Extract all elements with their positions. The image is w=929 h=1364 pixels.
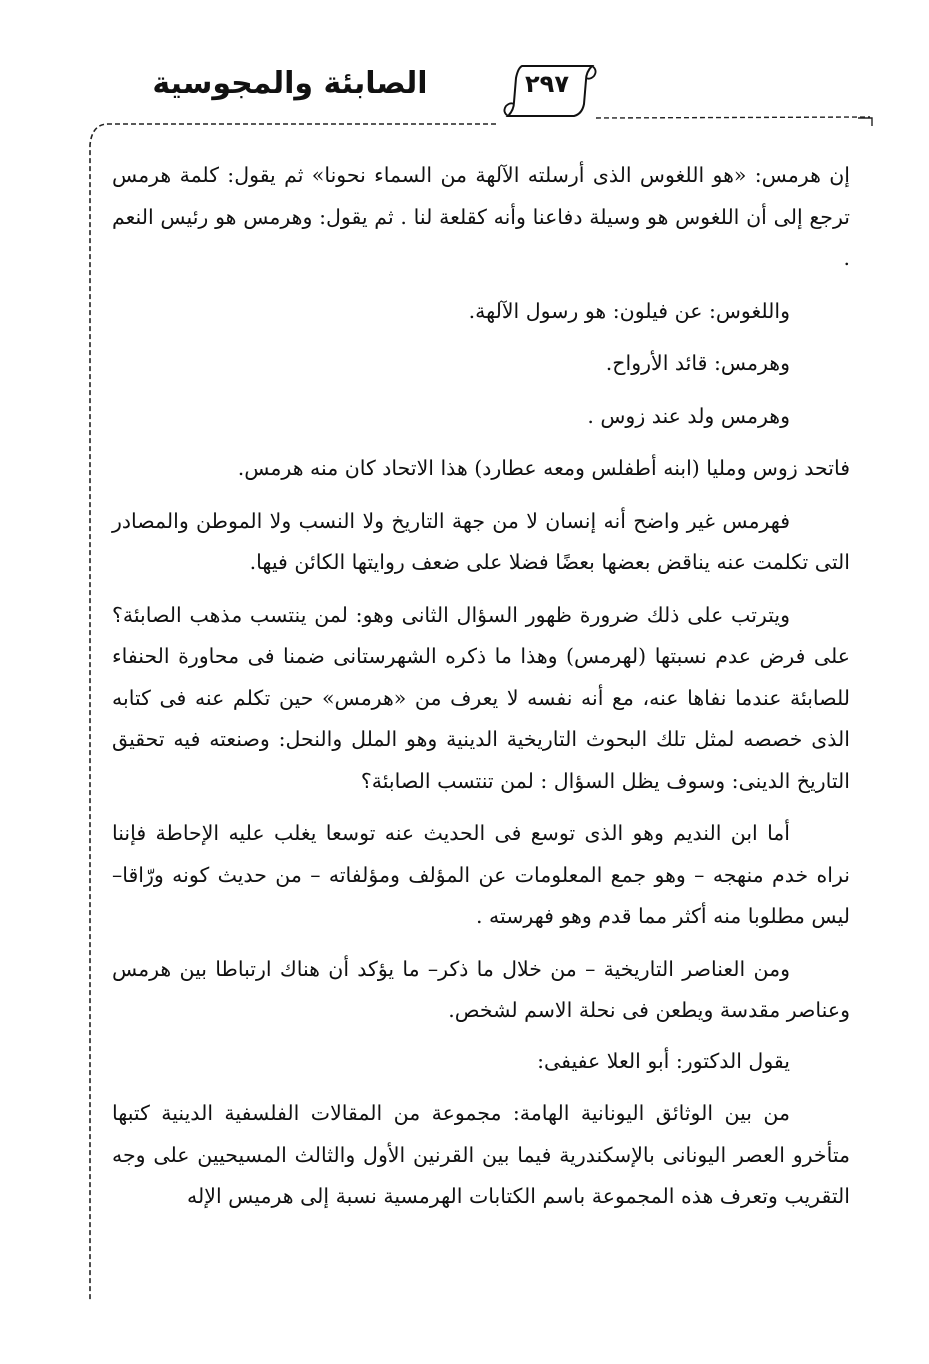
body-text	[112, 155, 850, 1218]
paragraph-ibn-nadim: أما ابن النديم وهو الذى توسع فى الحديث عنه توسعا يغلب عليه الإحاطة فإننا نراه خدم منهجه – وهو جمع المعلومات عن المؤلف ومؤلفاته – من حديث كونه ورّاقا– ليس مطلوبا منه أكثر مما قدم وهو فهرسته .	[112, 821, 850, 928]
page-number: ٢٩٧	[525, 70, 569, 98]
running-title: الصابئة والمجوسية	[152, 66, 428, 101]
paragraph-second-question: ويترتب على ذلك ضرورة ظهور السؤال الثانى وهو: لمن ينتسب مذهب الصابئة؟ على فرض عدم نسبتها (لهرمس) وهذا ما ذكره الشهرستانى ضمنا فى محاورة الحنفاء للصابئة عندما نفاها عنه، مع أنه نفسه لا يعرف من «هرمس» حين تكلم عنه فى كتابه الذى خصصه لمثل تلك البحوث التاريخية الدينية وهو الملل والنحل: وصنعته فيه تحقيق التاريخ الدينى: وسوف يظل السؤال : لمن تنتسب الصابئة؟	[112, 602, 850, 793]
paragraph-logos-philo: واللغوس: عن فيلون: هو رسول الآلهة.	[468, 298, 790, 323]
paragraph-zeus-union: فاتحد زوس ومليا (ابنه أطفلس ومعه عطارد) هذا الاتحاد كان منه هرمس.	[237, 456, 850, 480]
paragraph-hermes-leader: وهرمس: قائد الأرواح.	[605, 351, 790, 375]
paragraph-historical-elements: ومن العناصر التاريخية – من خلال ما ذكر– ما يؤكد أن هناك ارتباطا بين هرمس وعناصر مقدسة ويطعن فى نحلة الاسم لشخص.	[112, 956, 850, 1022]
paragraph-hermes-unclear: فهرمس غير واضح أنه إنسان لا من جهة التاريخ ولا النسب ولا الموطن والمصادر التى تكلمت عنه يناقض بعضها بعضًا فضلا على ضعف روايتها الكائن فيها.	[112, 508, 850, 574]
paragraph-hermes-born: وهرمس ولد عند زوس .	[587, 403, 790, 428]
paragraph-afifi-intro: يقول الدكتور: أبو العلا عفيفى:	[537, 1048, 790, 1073]
paragraph-hermes-logos: إن هرمس: «هو اللغوس الذى أرسلته الآلهة من السماء نحونا» ثم يقول: كلمة هرمس ترجع إلى أن اللغوس هو وسيلة دفاعنا وأنه كقلعة لنا . ثم يقول: وهرمس هو رئيس النعم .	[112, 163, 850, 270]
paragraph-hermetic-writings: من بين الوثائق اليونانية الهامة: مجموعة من المقالات الفلسفية الدينية كتبها متأخرو العصر اليونانى بالإسكندرية فيما بين القرنين الأول والثالث المسيحيين على وجه التقريب وتعرف هذه المجموعة باسم الكتابات الهرمسية نسبة إلى هرميس الإله	[112, 1101, 850, 1208]
